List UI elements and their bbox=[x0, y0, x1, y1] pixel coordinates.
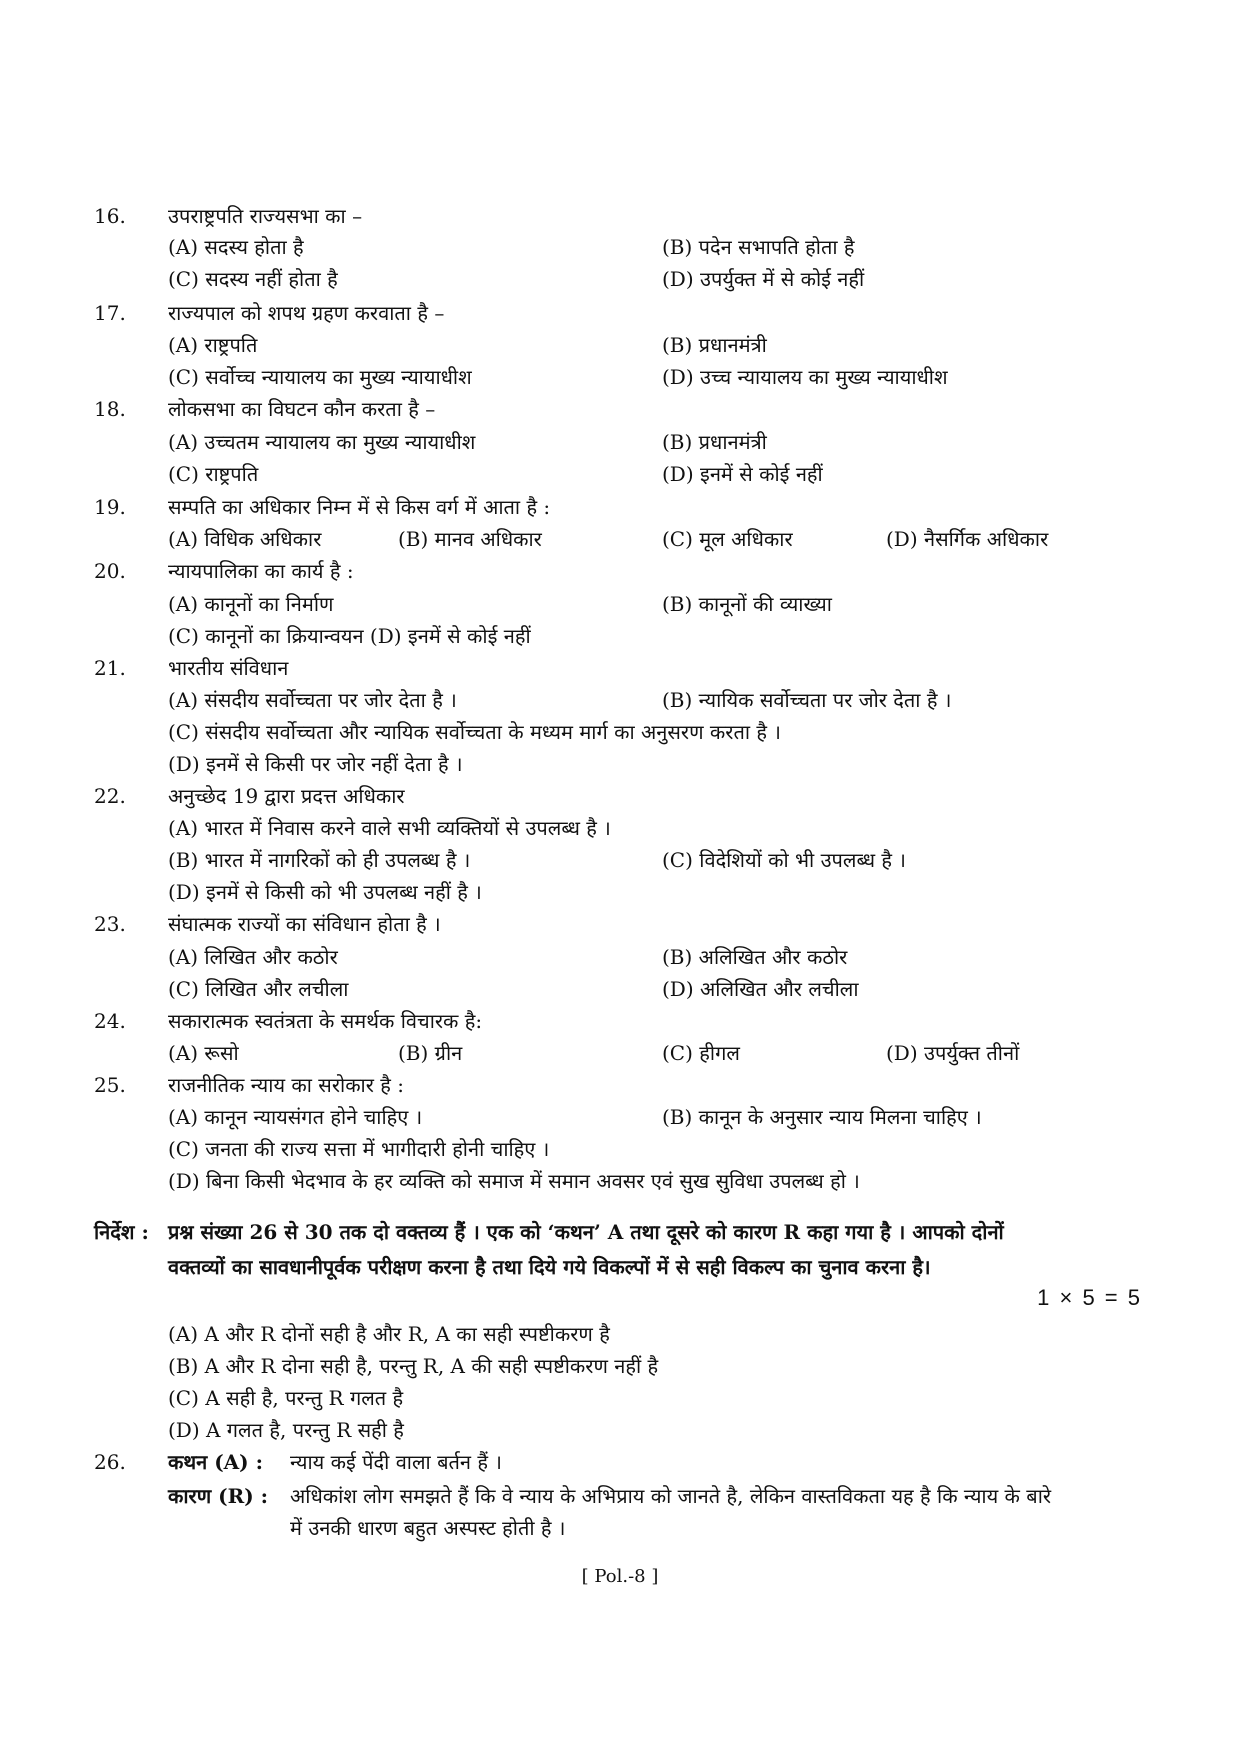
option: (D) बिना किसी भेदभाव के हर व्यक्ति को समाज में समान अवसर एवं सुख सुविधा उपलब्ध हो । bbox=[168, 1169, 860, 1193]
question-text: राज्यपाल को शपथ ग्रहण करवाता है – bbox=[168, 301, 445, 325]
directive-option: (C) A सही है, परन्तु R गलत है bbox=[168, 1386, 404, 1410]
option: (D) उपर्युक्त में से कोई नहीं bbox=[662, 267, 865, 291]
option: (D) उपर्युक्त तीनों bbox=[886, 1041, 1020, 1065]
assertion-label: कथन (A) : bbox=[168, 1450, 263, 1474]
option: (D) उच्च न्यायालय का मुख्य न्यायाधीश bbox=[662, 365, 948, 389]
marks-allocation: 1 × 5 = 5 bbox=[1037, 1285, 1142, 1310]
option: (D) इनमें से किसी पर जोर नहीं देता है । bbox=[168, 752, 463, 776]
option: (A) विधिक अधिकार bbox=[168, 527, 322, 551]
option: (C) विदेशियों को भी उपलब्ध है । bbox=[662, 848, 906, 872]
page-footer: [ Pol.-8 ] bbox=[581, 1566, 659, 1587]
question-number: 22. bbox=[94, 784, 126, 808]
option: (C) लिखित और लचीला bbox=[168, 977, 349, 1001]
option: (D) इनमें से कोई नहीं bbox=[662, 462, 823, 486]
question-text: न्यायपालिका का कार्य है : bbox=[168, 559, 354, 583]
option: (A) राष्ट्रपति bbox=[168, 333, 258, 357]
option: (B) पदेन सभापति होता है bbox=[662, 235, 855, 259]
option: (B) न्यायिक सर्वोच्चता पर जोर देता है । bbox=[662, 688, 952, 712]
option: (A) सदस्य होता है bbox=[168, 235, 304, 259]
option: (C) हीगल bbox=[662, 1041, 740, 1065]
option: (C) जनता की राज्य सत्ता में भागीदारी होनी चाहिए । bbox=[168, 1137, 550, 1161]
option: (B) कानून के अनुसार न्याय मिलना चाहिए । bbox=[662, 1105, 982, 1129]
option: (B) अलिखित और कठोर bbox=[662, 945, 848, 969]
directive-option: (B) A और R दोना सही है, परन्तु R, A की सही स्पष्टीकरण नहीं है bbox=[168, 1354, 659, 1378]
directive-line-1: प्रश्न संख्या 26 से 30 तक दो वक्तव्य हैं । एक को ‘कथन’ A तथा दूसरे को कारण R कहा गया है । आपको दोनों bbox=[168, 1220, 1004, 1244]
option: (C) मूल अधिकार bbox=[662, 527, 793, 551]
option: (D) नैसर्गिक अधिकार bbox=[886, 527, 1049, 551]
option: (B) प्रधानमंत्री bbox=[662, 333, 767, 357]
question-text: उपराष्ट्रपति राज्यसभा का – bbox=[168, 204, 363, 228]
option: (A) संसदीय सर्वोच्चता पर जोर देता है । bbox=[168, 688, 457, 712]
question-text: सम्पति का अधिकार निम्न में से किस वर्ग में आता है : bbox=[168, 495, 551, 519]
option: (A) कानूनों का निर्माण bbox=[168, 592, 334, 616]
question-number: 18. bbox=[94, 397, 126, 421]
reason-text-line-2: में उनकी धारण बहुत अस्पस्ट होती है । bbox=[290, 1516, 566, 1540]
option: (A) रूसो bbox=[168, 1041, 239, 1065]
question-number: 26. bbox=[94, 1450, 126, 1474]
question-number: 20. bbox=[94, 559, 126, 583]
question-text: सकारात्मक स्वतंत्रता के समर्थक विचारक है: bbox=[168, 1009, 483, 1033]
option: (A) भारत में निवास करने वाले सभी व्यक्तियों से उपलब्ध है । bbox=[168, 816, 611, 840]
question-text: संघात्मक राज्यों का संविधान होता है । bbox=[168, 912, 441, 936]
option: (B) मानव अधिकार bbox=[398, 527, 542, 551]
question-number: 24. bbox=[94, 1009, 126, 1033]
option: (B) ग्रीन bbox=[398, 1041, 463, 1065]
option: (B) कानूनों की व्याख्या bbox=[662, 592, 832, 616]
directive-option: (A) A और R दोनों सही है और R, A का सही स्पष्टीकरण है bbox=[168, 1322, 610, 1346]
question-number: 23. bbox=[94, 912, 126, 936]
option: (B) प्रधानमंत्री bbox=[662, 430, 767, 454]
reason-text-line-1: अधिकांश लोग समझते हैं कि वे न्याय के अभिप्राय को जानते है, लेकिन वास्तविकता यह है कि न्याय के बारे bbox=[290, 1484, 1052, 1508]
question-text: लोकसभा का विघटन कौन करता है – bbox=[168, 397, 436, 421]
option: (D) इनमें से किसी को भी उपलब्ध नहीं है । bbox=[168, 880, 482, 904]
question-number: 17. bbox=[94, 301, 126, 325]
option: (A) कानून न्यायसंगत होने चाहिए । bbox=[168, 1105, 423, 1129]
reason-label: कारण (R) : bbox=[168, 1484, 269, 1508]
option: (D) अलिखित और लचीला bbox=[662, 977, 859, 1001]
question-number: 25. bbox=[94, 1073, 126, 1097]
option: (B) भारत में नागरिकों को ही उपलब्ध है । bbox=[168, 848, 471, 872]
assertion-text: न्याय कई पेंदी वाला बर्तन हैं । bbox=[290, 1450, 502, 1474]
option: (C) राष्ट्रपति bbox=[168, 462, 259, 486]
option: (C) सर्वोच्च न्यायालय का मुख्य न्यायाधीश bbox=[168, 365, 472, 389]
question-text: भारतीय संविधान bbox=[168, 656, 289, 680]
directive-line-2: वक्तव्यों का सावधानीपूर्वक परीक्षण करना है तथा दिये गये विकल्पों में से सही विकल्प का चुनाव करना है। bbox=[168, 1255, 931, 1279]
question-text: अनुच्छेद 19 द्वारा प्रदत्त अधिकार bbox=[168, 784, 405, 808]
question-number: 19. bbox=[94, 495, 126, 519]
directive-option: (D) A गलत है, परन्तु R सही है bbox=[168, 1418, 404, 1442]
question-text: राजनीतिक न्याय का सरोकार है : bbox=[168, 1073, 404, 1097]
option: (A) उच्चतम न्यायालय का मुख्य न्यायाधीश bbox=[168, 430, 476, 454]
directive-label: निर्देश : bbox=[94, 1220, 149, 1244]
option: (A) लिखित और कठोर bbox=[168, 945, 338, 969]
question-number: 21. bbox=[94, 656, 126, 680]
option: (C) कानूनों का क्रियान्वयन (D) इनमें से कोई नहीं bbox=[168, 624, 531, 648]
option: (C) संसदीय सर्वोच्चता और न्यायिक सर्वोच्चता के मध्यम मार्ग का अनुसरण करता है । bbox=[168, 720, 781, 744]
question-number: 16. bbox=[94, 204, 126, 228]
option: (C) सदस्य नहीं होता है bbox=[168, 267, 338, 291]
